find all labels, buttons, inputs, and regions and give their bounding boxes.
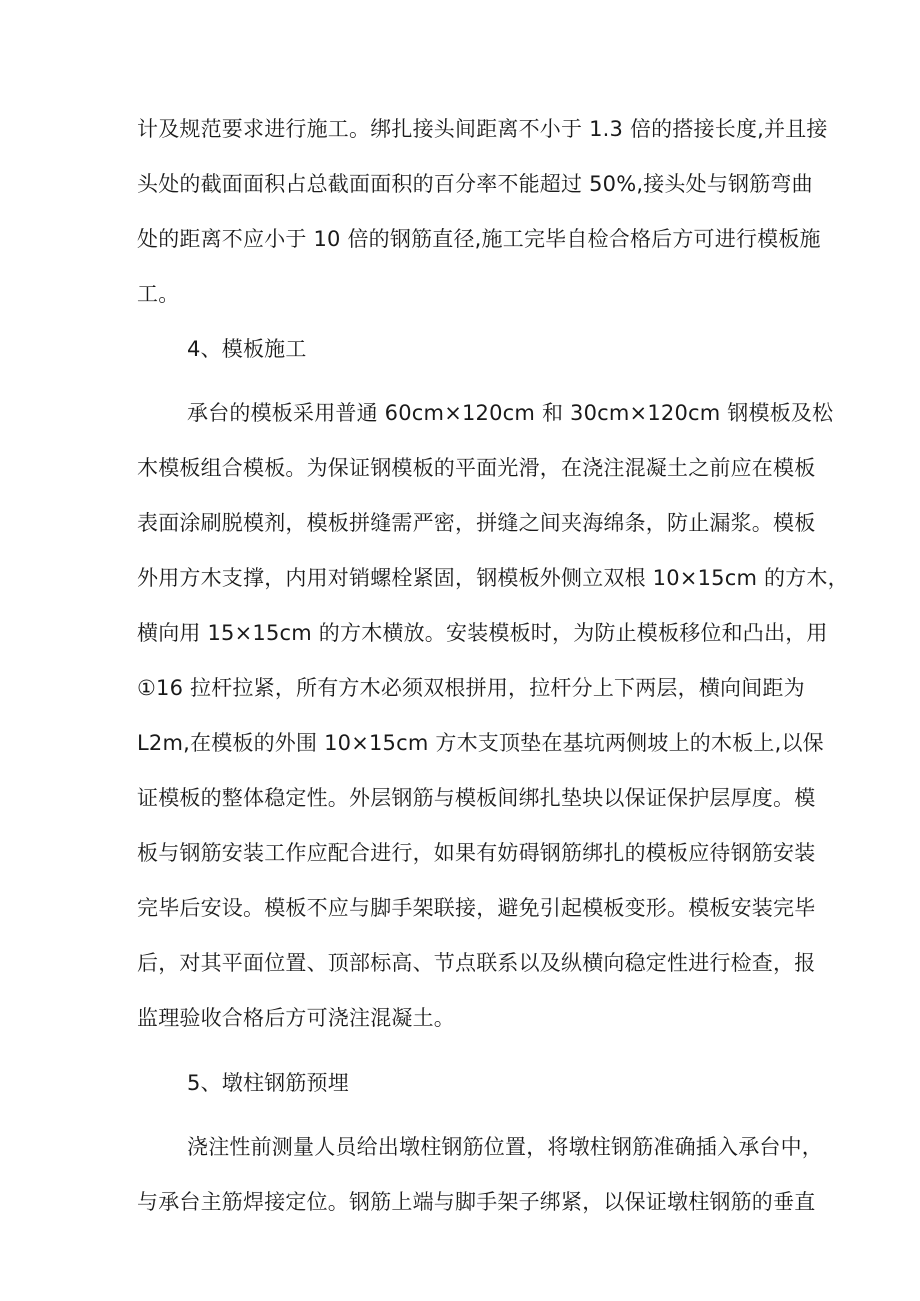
para1-line-4: 工。 bbox=[137, 282, 180, 306]
para1-line-3: 处的距离不应小于 10 倍的钢筋直径,施工完毕自检合格后方可进行模板施 bbox=[137, 227, 821, 251]
section-heading-5: 5、墩柱钢筋预埋 bbox=[187, 1071, 349, 1095]
para2-line-8: 证模板的整体稳定性。外层钢筋与模板间绑扎垫块以保证保护层厚度。模 bbox=[137, 786, 816, 810]
para3-line-1: 浇注性前测量人员给出墩柱钢筋位置，将墩柱钢筋准确插入承台中， bbox=[187, 1135, 823, 1159]
para2-line-10: 完毕后安设。模板不应与脚手架联接，避免引起模板变形。模板安装完毕 bbox=[137, 896, 816, 920]
para2-line-9: 板与钢筋安装工作应配合进行，如果有妨碍钢筋绑扎的模板应待钢筋安装 bbox=[137, 841, 816, 865]
para3-line-2: 与承台主筋焊接定位。钢筋上端与脚手架子绑紧，以保证墩柱钢筋的垂直 bbox=[137, 1190, 816, 1214]
para1-line-2: 头处的截面面积占总截面面积的百分率不能超过 50%,接头处与钢筋弯曲 bbox=[137, 172, 813, 196]
para2-line-12: 监理验收合格后方可浇注混凝土。 bbox=[137, 1006, 455, 1030]
para2-line-5: 横向用 15×15cm 的方木横放。安装模板时，为防止模板移位和凸出，用 bbox=[137, 621, 828, 645]
para1-line-1: 计及规范要求进行施工。绑扎接头间距离不小于 1.3 倍的搭接长度,并且接 bbox=[137, 117, 828, 141]
para2-line-6: ①16 拉杆拉紧，所有方木必须双根拼用，拉杆分上下两层，横向间距为 bbox=[137, 676, 805, 700]
para2-line-4: 外用方木支撑，内用对销螺栓紧固，钢模板外侧立双根 10×15cm 的方木， bbox=[137, 566, 849, 590]
para2-line-7: L2m,在模板的外围 10×15cm 方木支顶垫在基坑两侧坡上的木板上,以保 bbox=[137, 731, 824, 755]
para2-line-11: 后，对其平面位置、顶部标高、节点联系以及纵横向稳定性进行检查，报 bbox=[137, 951, 816, 975]
section-heading-4: 4、模板施工 bbox=[187, 337, 307, 361]
para2-line-3: 表面涂刷脱模剂，模板拼缝需严密，拼缝之间夹海绵条，防止漏浆。模板 bbox=[137, 511, 816, 535]
para2-line-2: 木模板组合模板。为保证钢模板的平面光滑，在浇注混凝土之前应在模板 bbox=[137, 456, 816, 480]
para2-line-1: 承台的模板采用普通 60cm×120cm 和 30cm×120cm 钢模板及松 bbox=[187, 401, 834, 425]
